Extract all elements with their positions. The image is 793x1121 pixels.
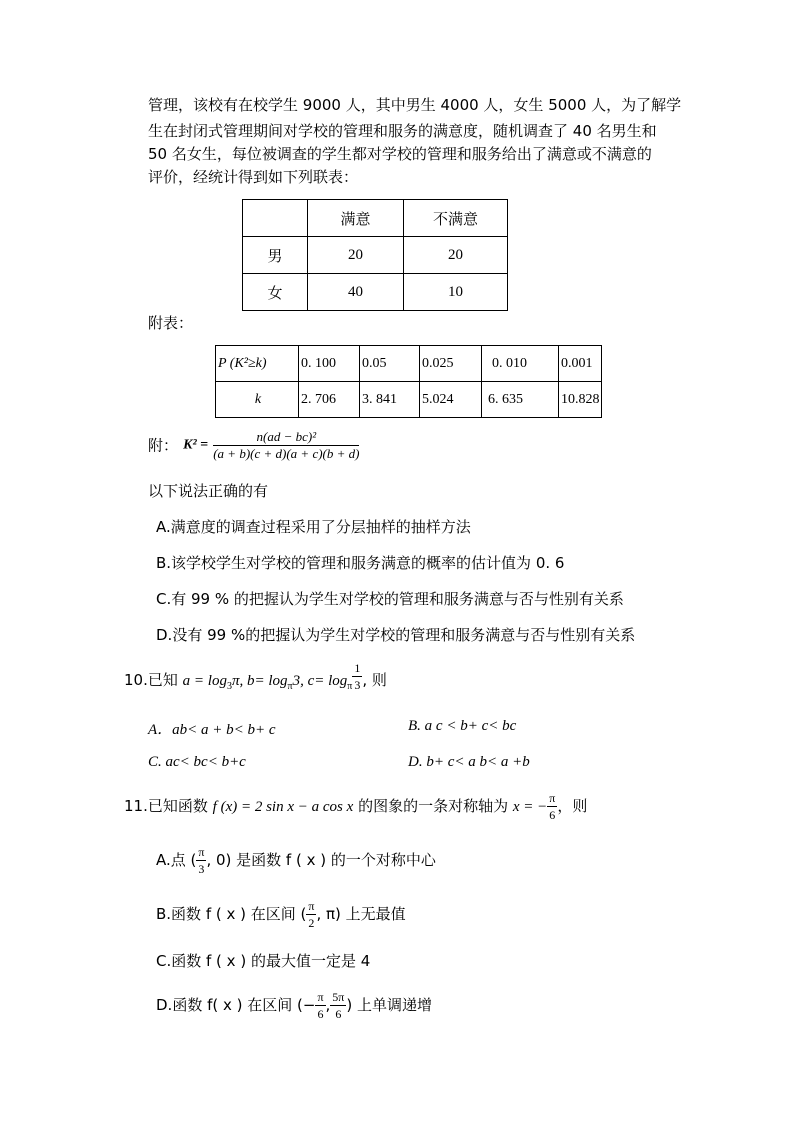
q9-option-c: C.有 99 % 的把握认为学生对学校的管理和服务满意与否与性别有关系 bbox=[156, 590, 624, 608]
q11-a-pre: A.点 ( bbox=[156, 851, 197, 869]
table-cell: 0. 010 bbox=[482, 346, 559, 382]
q11-d-den1: 6 bbox=[317, 1007, 324, 1021]
table-cell: 0. 100 bbox=[299, 346, 360, 382]
q11-axis-fraction bbox=[547, 791, 557, 822]
intro-line-4: 评价，经统计得到如下列联表： bbox=[148, 168, 359, 186]
formula-denominator: (a + b)(c + d)(a + c)(b + d) bbox=[213, 446, 360, 461]
table-cell: 0.001 bbox=[559, 346, 602, 382]
q10-a-expr: a = log bbox=[182, 673, 227, 689]
q11-b-post: , π) 上无最值 bbox=[316, 905, 406, 923]
table-row-label: 女 bbox=[243, 274, 308, 311]
table-cell: 5.024 bbox=[420, 382, 482, 418]
q10-a-base: 3 bbox=[226, 681, 232, 692]
q10-stem bbox=[124, 660, 387, 700]
q11-d-den2: 6 bbox=[335, 1007, 342, 1021]
intro-line-2: 生在封闭式管理期间对学校的管理和服务的满意度，随机调查了 40 名男生和 bbox=[148, 122, 657, 140]
q11-d-post: ) 上单调递增 bbox=[346, 996, 432, 1014]
q11-option-b bbox=[156, 896, 406, 932]
q9-option-b: B.该学校学生对学校的管理和服务满意的概率的估计值为 0. 6 bbox=[156, 554, 565, 572]
q11-func: f (x) = 2 sin x − a cos x bbox=[212, 799, 354, 815]
table-row-label: P (K²≥k) bbox=[216, 346, 299, 382]
intro-line-3: 50 名女生，每位被调查的学生都对学校的管理和服务给出了满意或不满意的 bbox=[148, 145, 652, 163]
table-row bbox=[243, 274, 508, 311]
table-row bbox=[243, 200, 508, 237]
table-row bbox=[243, 237, 508, 274]
q11-stem bbox=[124, 786, 587, 826]
intro-line-1: 管理，该校有在校学生 9000 人，其中男生 4000 人，女生 5000 人，为了解学 bbox=[148, 96, 682, 114]
q11-option-d bbox=[156, 985, 432, 1025]
table-row bbox=[216, 382, 602, 418]
q11-b-pre: B.函数 f ( x ) 在区间 ( bbox=[156, 905, 307, 923]
q11-axis-den: 6 bbox=[549, 808, 556, 822]
q10-a-arg: π, b= log bbox=[231, 673, 288, 689]
q10-option-a: A．ab< a + b< b+ c bbox=[148, 722, 276, 738]
q10-c-base: π bbox=[347, 681, 353, 692]
formula-fraction bbox=[213, 430, 359, 461]
q10-then: , 则 bbox=[362, 671, 387, 689]
q10-c-fraction bbox=[352, 661, 362, 692]
q11-a-post: , 0) 是函数 f ( x ) 的一个对称中心 bbox=[206, 851, 436, 869]
table-cell: 6. 635 bbox=[482, 382, 559, 418]
table-header-cell: 满意 bbox=[308, 200, 404, 237]
q11-a-fraction bbox=[196, 845, 206, 876]
q11-b-fraction bbox=[306, 899, 316, 930]
table-cell: 3. 841 bbox=[360, 382, 420, 418]
q10-option-d: D. b+ c< a b< a +b bbox=[408, 754, 530, 770]
q11-d-num2: 5π bbox=[332, 990, 345, 1004]
table-row-label: 男 bbox=[243, 237, 308, 274]
q11-stem-b: 的图象的一条对称轴为 bbox=[358, 797, 509, 815]
q10-option-c: C. ac< bc< b+c bbox=[148, 754, 246, 770]
q10-number: 10. bbox=[124, 671, 148, 689]
q9-option-a: A.满意度的调查过程采用了分层抽样的抽样方法 bbox=[156, 518, 471, 536]
q11-d-num1: π bbox=[317, 990, 324, 1004]
q11-axis-lhs: x = − bbox=[512, 799, 548, 815]
appendix-label: 附表： bbox=[148, 314, 194, 332]
table-cell: 0.025 bbox=[420, 346, 482, 382]
q11-option-c: C.函数 f ( x ) 的最大值一定是 4 bbox=[156, 952, 371, 970]
contingency-table bbox=[242, 199, 508, 311]
q11-option-a bbox=[156, 842, 436, 878]
q11-d-fraction-2 bbox=[330, 990, 346, 1021]
q10-b-base: π bbox=[287, 681, 293, 692]
q11-stem-a: 已知函数 bbox=[147, 797, 208, 815]
table-row bbox=[216, 346, 602, 382]
q11-b-den: 2 bbox=[308, 916, 315, 930]
q9-stem: 以下说法正确的有 bbox=[148, 482, 269, 500]
table-header-cell bbox=[243, 200, 308, 237]
table-cell: 20 bbox=[308, 237, 404, 274]
critical-value-table bbox=[215, 345, 602, 418]
q11-a-den: 3 bbox=[198, 862, 205, 876]
q11-d-fraction-1 bbox=[315, 990, 325, 1021]
q10-known: 已知 bbox=[147, 671, 178, 689]
table-cell: 40 bbox=[308, 274, 404, 311]
formula-prefix: 附： bbox=[148, 436, 179, 455]
q11-number: 11. bbox=[124, 797, 148, 815]
q11-b-num: π bbox=[308, 899, 315, 913]
q11-d-mid: , bbox=[325, 996, 331, 1014]
q11-d-pre: D.函数 f( x ) 在区间 (− bbox=[156, 996, 316, 1014]
q10-c-den: 3 bbox=[354, 678, 361, 692]
q10-c-num: 1 bbox=[354, 661, 361, 675]
k-squared-formula bbox=[148, 424, 359, 466]
formula-numerator: n(ad − bc)² bbox=[213, 430, 359, 446]
q10-option-b: B. a c < b+ c< bc bbox=[408, 718, 517, 734]
formula-lhs: K² = bbox=[183, 437, 209, 453]
table-cell: 10.828 bbox=[559, 382, 602, 418]
q10-b-arg: 3, c= log bbox=[292, 673, 348, 689]
q11-a-num: π bbox=[198, 845, 205, 859]
q9-option-d: D.没有 99 %的把握认为学生对学校的管理和服务满意与否与性别有关系 bbox=[156, 626, 636, 644]
table-row-label: k bbox=[216, 382, 299, 418]
q11-stem-c: ，则 bbox=[557, 797, 588, 815]
table-header-cell: 不满意 bbox=[404, 200, 508, 237]
table-cell: 10 bbox=[404, 274, 508, 311]
q11-axis-num: π bbox=[549, 791, 556, 805]
table-cell: 0.05 bbox=[360, 346, 420, 382]
table-cell: 2. 706 bbox=[299, 382, 360, 418]
table-cell: 20 bbox=[404, 237, 508, 274]
